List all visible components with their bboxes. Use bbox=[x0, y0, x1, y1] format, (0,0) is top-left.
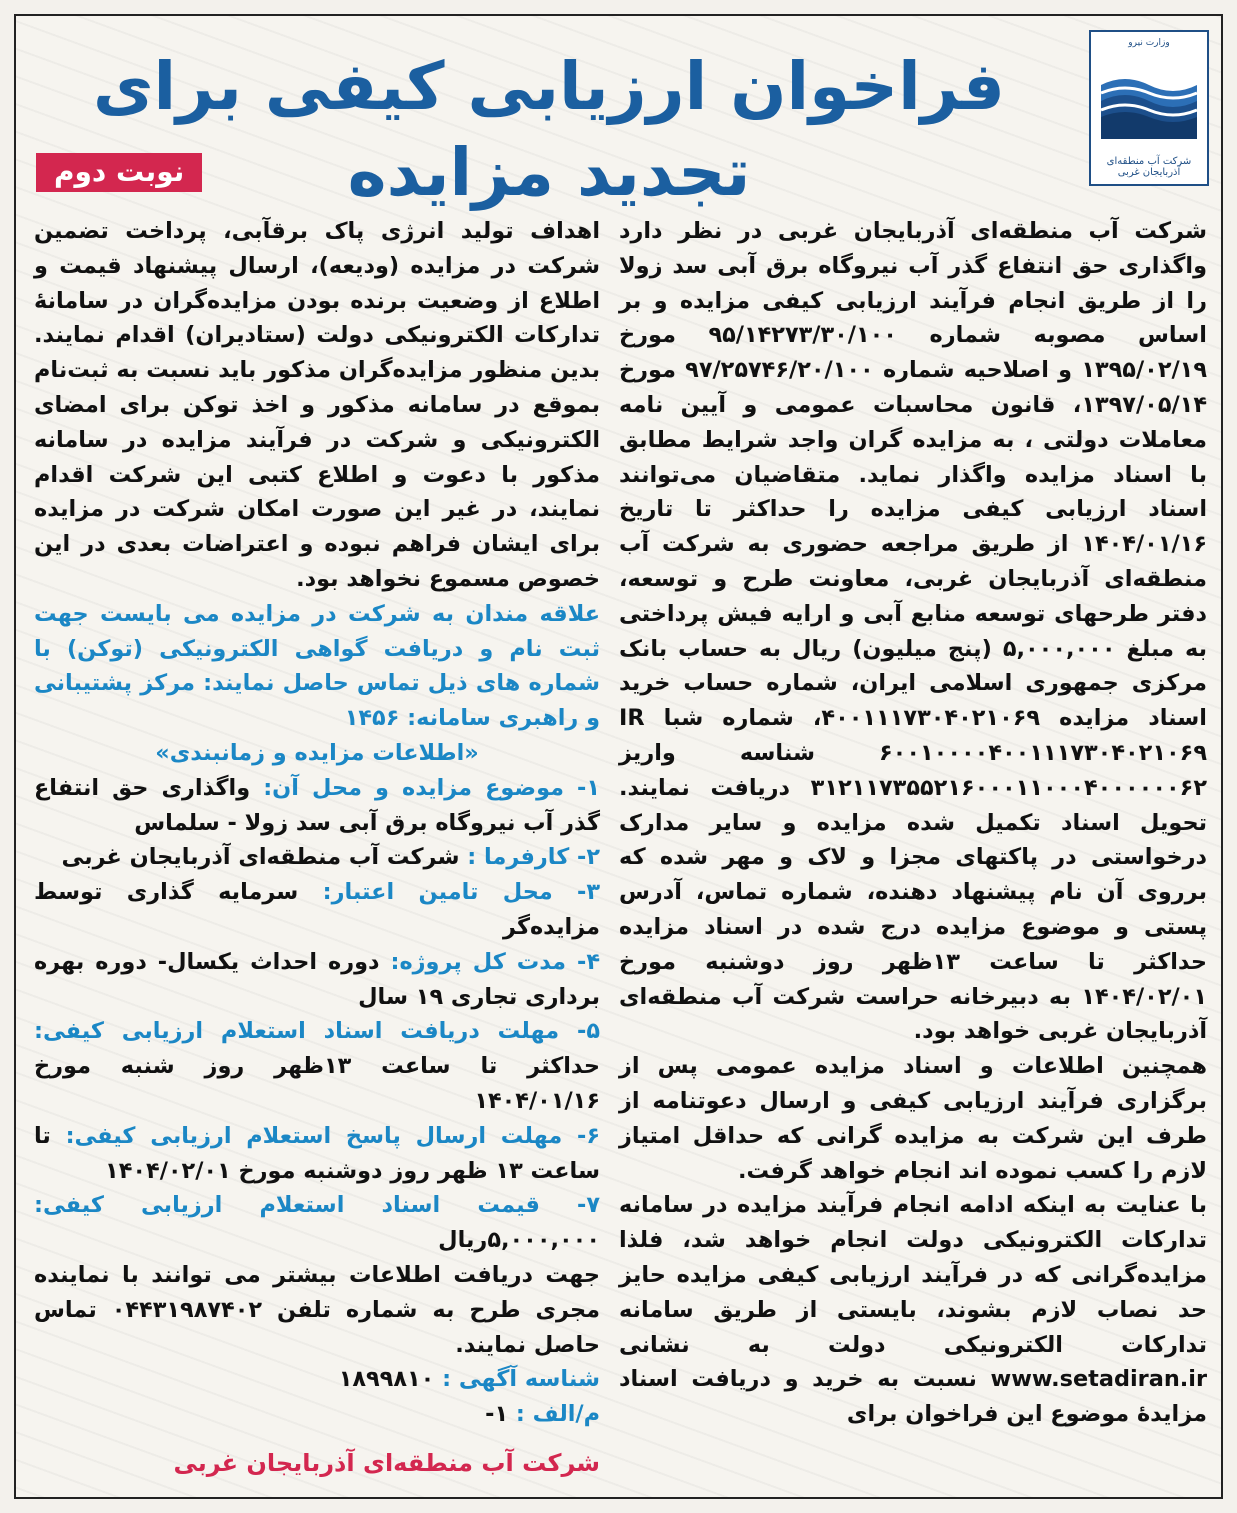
list-item bbox=[34, 1119, 600, 1189]
intro-paragraph: اهداف تولید انرژی پاک برقآبی، پرداخت تضمین شرکت در مزایده (ودیعه)، ارسال پیشنهاد قیمت و اطلاع از وضعیت برنده بودن مزایده‌گران در سامانهٔ تدارکات الکترونیکی دولت (ستادیران) اقدام نمایند. بدین منظور مزایده‌گران مذکور باید نسبت به ثبت‌نام بموقع در سامانه مذکور و اخذ توکن برای امضای الکترونیکی و شرکت در فرآیند مزایده در سامانه مذکور با دعوت و اطلاع کتبی این شرکت اقدام نمایند، در غیر این صورت امکان شرکت در مزایده برای ایشان فراهم نبوده و اعتراضات بعدی در این خصوص مسموع نخواهد بود. bbox=[34, 218, 600, 592]
section-title: «اطلاعات مزایده و زمانبندی» bbox=[155, 739, 479, 766]
item-label: ۷- قیمت اسناد استعلام ارزیابی کیفی: bbox=[34, 1192, 600, 1219]
paragraph: شرکت آب منطقه‌ای آذربایجان غربی در نظر دارد واگذاری حق انتفاع گذر آب نیروگاه برق آبی سد زولا را از طریق انجام فرآیند ارزیابی کیفی مزایده و بر اساس مصوبه شماره ۹۵/۱۴۲۷۳/۳۰/۱۰۰ مورخ ۱۳۹۵/۰۲/۱۹ و اصلاحیه شماره ۹۷/۲۵۷۴۶/۲۰/۱۰۰ مورخ ۱۳۹۷/۰۵/۱۴، قانون محاسبات عمومی و آیین نامه معاملات دولتی ، به مزایده گران واجد شرایط مطابق با اسناد مزایده واگذار نماید. متقاضیان می‌توانند اسناد ارزیابی کیفی مزایده را حداکثر تا تاریخ ۱۴۰۴/۰۱/۱۶ از طریق مراجعه حضوری به شرکت آب منطقه‌ای آذربایجان غربی، معاونت طرح و توسعه، دفتر طرحهای توسعه منابع آبی و ارایه فیش پرداختی به مبلغ ۵,۰۰۰,۰۰۰ (پنج میلیون) ریال به حساب بانک مرکزی جمهوری اسلامی ایران، شماره حساب خرید اسناد مزایده ۴۰۰۱۱۱۷۳۰۴۰۲۱۰۶۹، شماره شبا IR ۶۰۰۱۰۰۰۰۴۰۰۱۱۱۷۳۰۴۰۲۱۰۶۹ شناسه واریز ۳۱۲۱۱۷۳۵۵۲۱۶۰۰۰۱۱۰۰۰۴۰۰۰۰۰۰۶۲ دریافت نمایند. تحویل اسناد تکمیل شده مزایده و سایر مدارک درخواستی در پاکتهای مجزا و لاک و مهر شده که برروی آن نام پیشنهاد دهنده، شماره تماس، آدرس پستی و موضوع مزایده درج شده در اسناد مزایده حداکثر تا ساعت ۱۳ظهر روز دوشنبه مورخ ۱۴۰۴/۰۲/۰۱ به دبیرخانه حراست شرکت آب منطقه‌ای آذربایجان غربی خواهد بود. bbox=[619, 218, 1208, 1045]
company-logo bbox=[1089, 30, 1209, 186]
item-label: ۳- محل تامین اعتبار: bbox=[322, 879, 600, 906]
left-column bbox=[34, 214, 600, 1481]
item-text: ۵,۰۰۰,۰۰۰ریال bbox=[438, 1227, 600, 1254]
list-item bbox=[34, 875, 600, 945]
list-item bbox=[34, 1014, 600, 1118]
logo-bottom-text: شرکت آب منطقه‌ای آذربایجان غربی bbox=[1106, 155, 1192, 178]
item-text: تا ساعت ۱۳ ظهر روز دوشنبه مورخ ۱۴۰۴/۰۲/۰۱ bbox=[34, 1122, 600, 1184]
list-item bbox=[34, 945, 600, 1015]
ref-value: ۱- bbox=[485, 1401, 516, 1428]
list-item bbox=[34, 771, 600, 841]
round-badge: نوبت دوم bbox=[36, 153, 202, 192]
ref-id bbox=[34, 1397, 600, 1432]
item-text: حداکثر تا ساعت ۱۳ظهر روز شنبه مورخ ۱۴۰۴/۰۱/۱۶ bbox=[34, 1053, 600, 1114]
item-label: ۱- موضوع مزایده و محل آن: bbox=[263, 774, 600, 801]
right-column bbox=[619, 214, 1207, 1432]
ref-label: م/الف : bbox=[515, 1401, 600, 1428]
item-text: سرمایه گذاری توسط مزایده‌گر bbox=[34, 879, 600, 940]
item-label: ۵- مهلت دریافت اسناد استعلام ارزیابی کیفی: bbox=[34, 1018, 600, 1045]
page-title: فراخوان ارزیابی کیفی برای تجدید مزایده bbox=[92, 48, 1005, 211]
paragraph: با عنایت به اینکه ادامه انجام فرآیند مزایده در سامانه تدارکات الکترونیکی دولت انجام خواهد شد، فلذا مزایده‌گرانی که در فرآیند ارزیابی کیفی مزایده حایز حد نصاب لازم بشوند، بایستی از طریق سامانه تدارکات الکترونیکی دولت به نشانی www.setadiran.ir نسبت به خرید و دریافت اسناد مزایدهٔ موضوع این فراخوان برای bbox=[619, 1192, 1207, 1428]
contact-paragraph: جهت دریافت اطلاعات بیشتر می توانند با نماینده مجری طرح به شماره تلفن ۰۴۴۳۱۹۸۷۴۰۲ تماس حاصل نمایند. bbox=[34, 1261, 600, 1358]
list-item bbox=[34, 1188, 600, 1258]
ad-id-value: ۱۸۹۹۸۱۰ bbox=[338, 1366, 443, 1393]
water-wave-icon bbox=[1101, 65, 1197, 139]
ad-id-label: شناسه آگهی : bbox=[442, 1366, 600, 1393]
support-notice: علاقه مندان به شرکت در مزایده می بایست جهت ثبت نام و دریافت گواهی الکترونیکی (توکن) با شماره های ذیل تماس حاصل نمایند: مرکز پشتیبانی و راهبری سامانه: ۱۴۵۶ bbox=[34, 600, 600, 732]
ad-id bbox=[34, 1362, 600, 1397]
item-text: دوره احداث یکسال- دوره بهره برداری تجاری ۱۹ سال bbox=[34, 948, 600, 1010]
item-label: ۲- کارفرما : bbox=[467, 844, 600, 871]
item-text: واگذاری حق انتفاع گذر آب نیروگاه برق آبی سد زولا - سلماس bbox=[34, 774, 600, 836]
item-label: ۴- مدت کل پروژه: bbox=[390, 948, 600, 975]
logo-top-text: وزارت نیرو bbox=[1128, 38, 1170, 48]
item-label: ۶- مهلت ارسال پاسخ استعلام ارزیابی کیفی: bbox=[65, 1122, 600, 1149]
list-item bbox=[34, 840, 600, 875]
header bbox=[28, 26, 1209, 211]
paragraph: همچنین اطلاعات و اسناد مزایده عمومی پس از برگزاری فرآیند ارزیابی کیفی و ارسال دعوتنامه از طرف این شرکت به مزایده گرانی که حداقل امتیاز لازم را کسب نموده اند انجام خواهد گرفت. bbox=[619, 1053, 1207, 1184]
item-text: شرکت آب منطقه‌ای آذربایجان غربی bbox=[61, 844, 468, 871]
signature: شرکت آب منطقه‌ای آذربایجان غربی bbox=[173, 1448, 600, 1477]
